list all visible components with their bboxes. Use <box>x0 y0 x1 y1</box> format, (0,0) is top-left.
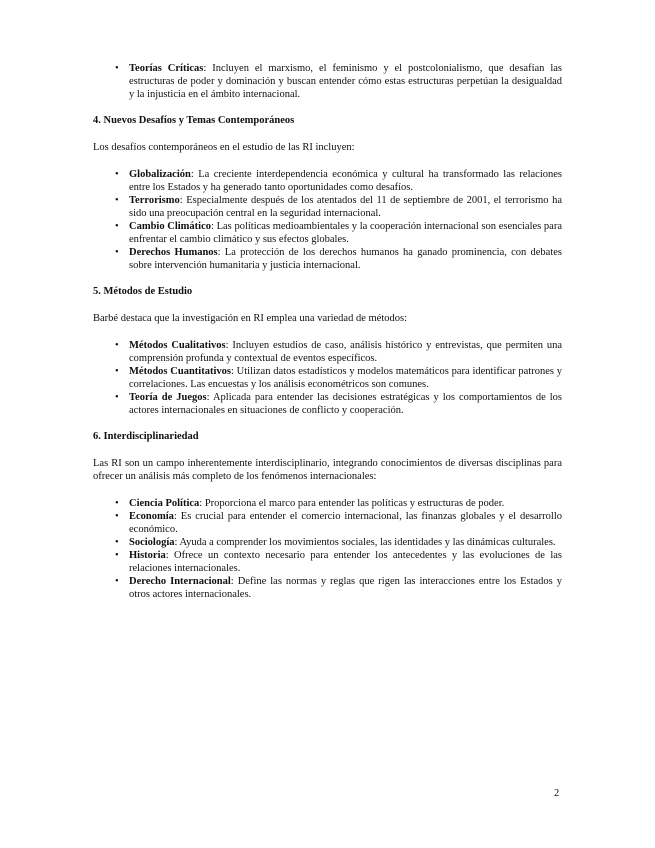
bullet-icon: • <box>115 340 119 351</box>
item-term: Métodos Cuantitativos <box>129 366 231 377</box>
list-item <box>93 497 562 510</box>
list-item <box>93 575 562 601</box>
item-term: Historia <box>129 550 166 561</box>
bullet-icon: • <box>115 366 119 377</box>
section-intro: Las RI son un campo inherentemente interdisciplinario, integrando conocimientos de diversas disciplinas para ofrecer un análisis más completo de los fenómenos internacionales: <box>93 458 562 482</box>
list-item <box>93 549 562 575</box>
item-text: : Define las normas y reglas que rigen las interacciones entre los Estados y otros actores internacionales. <box>129 576 562 600</box>
section-heading: 5. Métodos de Estudio <box>93 286 193 297</box>
item-term: Derecho Internacional <box>129 576 231 587</box>
list-item <box>93 510 562 536</box>
item-term: Sociología <box>129 537 175 548</box>
item-text: : Aplicada para entender las decisiones estratégicas y los comportamientos de los actores internacionales en situaciones de conflicto y cooperación. <box>129 392 563 416</box>
bullet-icon: • <box>115 221 119 232</box>
item-text: : Utilizan datos estadísticos y modelos matemáticos para identificar patrones y correlaciones. Las encuestas y los análisis econométricos son comunes. <box>129 366 562 390</box>
item-text: : Ayuda a comprender los movimientos sociales, las identidades y las dinámicas culturales. <box>174 537 556 548</box>
item-term: Ciencia Política <box>129 498 200 509</box>
document-page <box>93 62 562 601</box>
list-item <box>93 194 562 220</box>
section-intro: Los desafíos contemporáneos en el estudio de las RI incluyen: <box>93 142 355 153</box>
bullet-icon: • <box>115 576 119 587</box>
item-term: Teoría de Juegos <box>129 392 207 403</box>
item-term: Métodos Cualitativos <box>129 340 226 351</box>
list-item <box>93 365 562 391</box>
bullet-icon: • <box>115 550 119 561</box>
bullet-icon: • <box>115 195 119 206</box>
bullet-icon: • <box>115 169 119 180</box>
item-text: : Ofrece un contexto necesario para entender los antecedentes y las evoluciones de las relaciones internacionales. <box>129 550 562 574</box>
bullet-icon: • <box>115 537 119 548</box>
item-text: : La protección de los derechos humanos ha ganado prominencia, con debates sobre intervención humanitaria y justicia internacional. <box>129 247 562 271</box>
item-term: Teorías Críticas <box>129 63 204 74</box>
bullet-icon: • <box>115 63 119 74</box>
bullet-icon: • <box>115 247 119 258</box>
list-item <box>93 62 562 101</box>
item-term: Cambio Climático <box>129 221 212 232</box>
item-text: : Incluyen estudios de caso, análisis histórico y entrevistas, que permiten una comprensión profunda y contextual de eventos específicos. <box>129 340 562 364</box>
bullet-list-methods <box>93 339 562 417</box>
bullet-list-theories <box>93 62 562 101</box>
list-item <box>93 168 562 194</box>
item-term: Derechos Humanos <box>129 247 218 258</box>
bullet-icon: • <box>115 392 119 403</box>
bullet-list-disciplines <box>93 497 562 601</box>
section-heading: 4. Nuevos Desafíos y Temas Contemporáneos <box>93 115 295 126</box>
item-text: : Proporciona el marco para entender las políticas y estructuras de poder. <box>199 498 505 509</box>
bullet-icon: • <box>115 498 119 509</box>
bullet-icon: • <box>115 511 119 522</box>
item-text: : Las políticas medioambientales y la cooperación internacional son esenciales para enfrentar el cambio climático y sus efectos globales. <box>129 221 563 245</box>
list-item <box>93 246 562 272</box>
item-text: : La creciente interdependencia económica y cultural ha transformado las relaciones entre los Estados y ha generado tanto oportunidades como desafíos. <box>129 169 562 193</box>
list-item <box>93 220 562 246</box>
list-item <box>93 339 562 365</box>
section-heading: 6. Interdisciplinariedad <box>93 431 199 442</box>
list-item <box>93 536 562 549</box>
item-text: : Es crucial para entender el comercio internacional, las finanzas globales y el desarrollo económico. <box>129 511 562 535</box>
item-text: : Especialmente después de los atentados del 11 de septiembre de 2001, el terrorismo ha sido una preocupación central en la seguridad internacional. <box>129 195 562 219</box>
section-intro: Barbé destaca que la investigación en RI emplea una variedad de métodos: <box>93 313 408 324</box>
page-number: 2 <box>554 788 560 799</box>
bullet-list-challenges <box>93 168 562 272</box>
item-text: : Incluyen el marxismo, el feminismo y el postcolonialismo, que desafían las estructuras de poder y dominación y buscan entender cómo estas estructuras perpetúan la desigualdad y la injusticia en el ámbito internacional. <box>129 63 563 100</box>
list-item <box>93 391 562 417</box>
item-term: Economía <box>129 511 174 522</box>
item-term: Terrorismo <box>129 195 180 206</box>
item-term: Globalización <box>129 169 191 180</box>
